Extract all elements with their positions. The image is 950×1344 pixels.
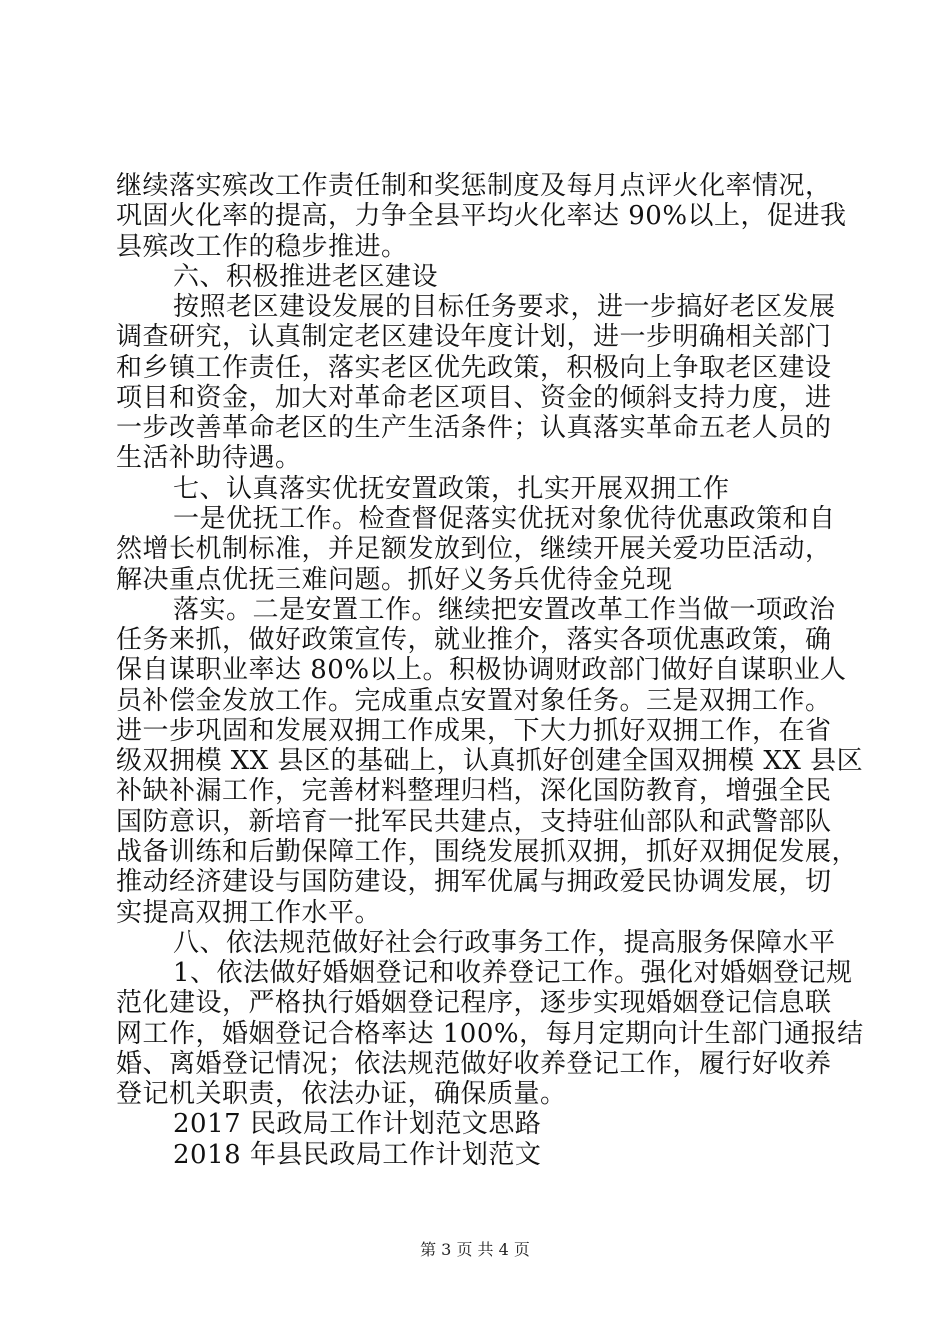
paragraph-line: 国防意识，新培育一批军民共建点，支持驻仙部队和武警部队	[116, 807, 832, 837]
paragraph-line: 1、依法做好婚姻登记和收养登记工作。强化对婚姻登记规	[173, 958, 853, 988]
paragraph-line: 进一步巩固和发展双拥工作成果，下大力抓好双拥工作，在省	[116, 716, 832, 746]
paragraph-line: 继续落实殡改工作责任制和奖惩制度及每月点评火化率情况，	[116, 171, 832, 201]
paragraph-line: 任务来抓，做好政策宣传，就业推介，落实各项优惠政策，确	[116, 625, 832, 655]
paragraph-line: 范化建设，严格执行婚姻登记程序，逐步实现婚姻登记信息联	[116, 988, 832, 1018]
paragraph-line: 战备训练和后勤保障工作，围绕发展抓双拥，抓好双拥促发展，	[116, 837, 859, 867]
paragraph-line: 巩固火化率的提高，力争全县平均火化率达 90%以上，促进我	[116, 201, 847, 231]
paragraph-line: 一是优抚工作。检查督促落实优抚对象优待优惠政策和自	[173, 504, 836, 534]
paragraph-line: 婚、离婚登记情况；依法规范做好收养登记工作，履行好收养	[116, 1049, 832, 1079]
paragraph-line: 员补偿金发放工作。完成重点安置对象任务。三是双拥工作。	[116, 686, 832, 716]
page-number-footer: 第 3 页 共 4 页	[420, 1240, 530, 1259]
paragraph-line: 按照老区建设发展的目标任务要求，进一步搞好老区发展	[173, 292, 836, 322]
paragraph-line: 保自谋职业率达 80%以上。积极协调财政部门做好自谋职业人	[116, 655, 847, 685]
related-title-link: 2017 民政局工作计划范文思路	[173, 1109, 542, 1139]
section-heading: 七、认真落实优抚安置政策，扎实开展双拥工作	[173, 474, 730, 504]
paragraph-line: 网工作，婚姻登记合格率达 100%，每月定期向计生部门通报结	[116, 1019, 864, 1049]
related-title-link: 2018 年县民政局工作计划范文	[173, 1140, 542, 1170]
paragraph-line: 推动经济建设与国防建设，拥军优属与拥政爱民协调发展，切	[116, 867, 832, 897]
paragraph-line: 实提高双拥工作水平。	[116, 898, 382, 928]
paragraph-line: 一步改善革命老区的生产生活条件；认真落实革命五老人员的	[116, 413, 832, 443]
paragraph-line: 解决重点优抚三难问题。抓好义务兵优待金兑现	[116, 565, 673, 595]
paragraph-line: 登记机关职责，依法办证，确保质量。	[116, 1079, 567, 1109]
paragraph-line: 项目和资金，加大对革命老区项目、资金的倾斜支持力度，进	[116, 383, 832, 413]
paragraph-line: 生活补助待遇。	[116, 443, 302, 473]
paragraph-line: 级双拥模 XX 县区的基础上，认真抓好创建全国双拥模 XX 县区	[116, 746, 864, 776]
paragraph-line: 然增长机制标准，并足额发放到位，继续开展关爱功臣活动，	[116, 534, 832, 564]
paragraph-line: 补缺补漏工作，完善材料整理归档，深化国防教育，增强全民	[116, 776, 832, 806]
paragraph-line: 落实。二是安置工作。继续把安置改革工作当做一项政治	[173, 595, 836, 625]
paragraph-line: 调查研究，认真制定老区建设年度计划，进一步明确相关部门	[116, 322, 832, 352]
section-heading: 八、依法规范做好社会行政事务工作，提高服务保障水平	[173, 928, 836, 958]
section-heading: 六、积极推进老区建设	[173, 262, 439, 292]
paragraph-line: 和乡镇工作责任，落实老区优先政策，积极向上争取老区建设	[116, 353, 832, 383]
paragraph-line: 县殡改工作的稳步推进。	[116, 232, 408, 262]
